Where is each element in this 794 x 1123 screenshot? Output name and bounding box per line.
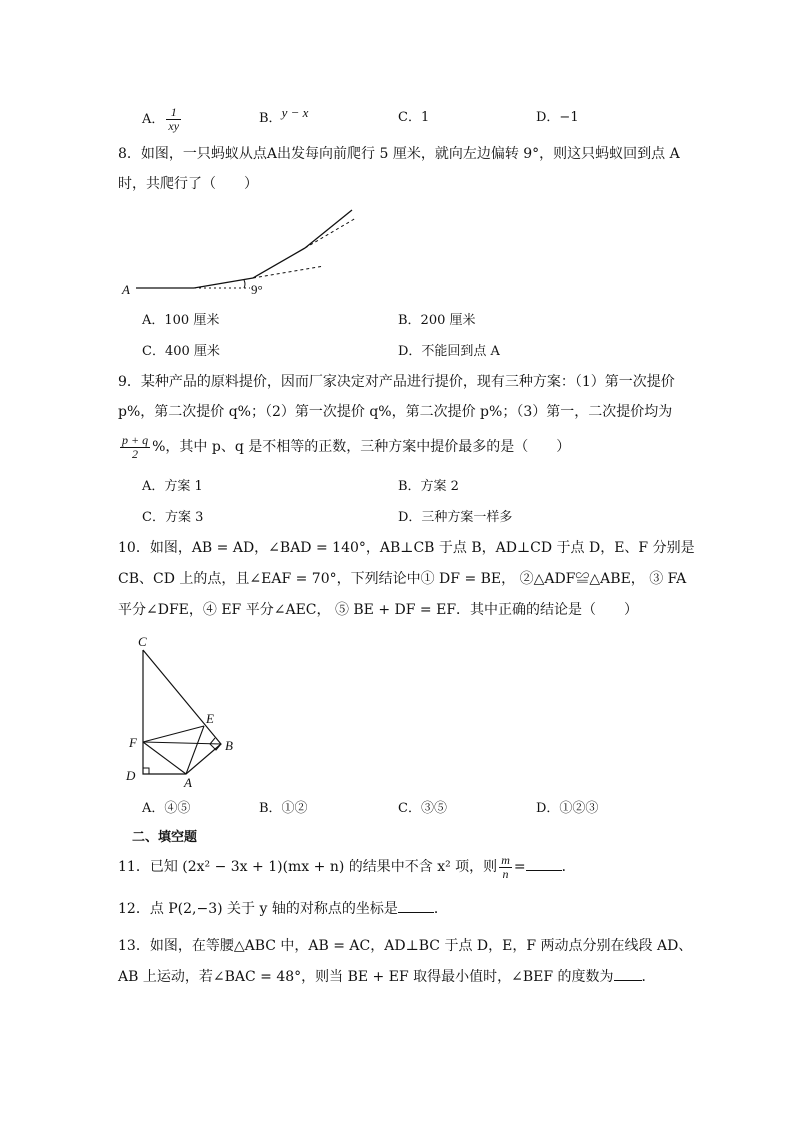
q8-angle-arc [244, 280, 245, 288]
q8-figure [118, 204, 368, 300]
q10-stem-line1: 10．如图，AB = AD，∠BAD = 140°，AB⊥CB 于点 B，AD⊥CD 于点 D，E、F 分别是 [118, 540, 695, 556]
q7-option-b: B．y − x [259, 105, 309, 126]
q9-stem-line1: 9．某种产品的原料提价，因而厂家决定对产品进行提价，现有三种方案：（1）第一次提价 [118, 374, 675, 390]
q8-path-segment-4 [305, 210, 352, 248]
q8-option-a: A．100 厘米 [142, 313, 220, 328]
q7-option-d: D．−1 [536, 110, 579, 125]
q12-answer-blank[interactable] [398, 898, 434, 913]
q9-option-a: A．方案 1 [142, 479, 203, 494]
q9-fraction: $\frac{p + q}{2}$ [122, 432, 149, 461]
q7-option-a: A． $\frac{1}{xy}$ [142, 105, 180, 133]
q13-answer-blank[interactable] [614, 966, 642, 981]
q10-label-e: E [206, 711, 214, 726]
q10-label-d: D [126, 768, 136, 783]
q9-option-b: B．方案 2 [398, 479, 459, 494]
q7-option-a-fraction: $\frac{1}{xy}$ [168, 105, 180, 133]
q9-stem-line3: $\frac{p + q}{2}$ %，其中 p、q 是不相等的正数，三种方案中提价最多的是（ ） [122, 432, 571, 461]
q10-stem-line2: CB、CD 上的点，且∠EAF = 70°，下列结论中① DF = BE， ②△ADF≌△ABE， ③ FA [118, 571, 687, 587]
q8-stem-line2: 时，共爬行了（ ） [118, 176, 258, 192]
q8-angle-label: 9° [251, 282, 263, 297]
q7-option-c: C．1 [398, 110, 430, 125]
q10-option-c: C．③⑤ [398, 801, 447, 816]
q13-stem-line1: 13．如图，在等腰△ABC 中，AB = AC，AD⊥BC 于点 D，E，F 两动点分别在线段 AD、 [118, 938, 693, 954]
q10-option-a: A．④⑤ [142, 801, 191, 816]
q8-point-a-label: A [122, 282, 130, 297]
q8-option-d: D．不能回到点 A [398, 344, 500, 359]
q10-figure [118, 630, 248, 790]
q10-label-b: B [225, 738, 233, 753]
q10-option-d: D．①②③ [536, 801, 599, 816]
q9-option-d: D．三种方案一样多 [398, 510, 513, 525]
q8-stem-line1: 8．如图，一只蚂蚁从点A出发每向前爬行 5 厘米，就向左边偏转 9°，则这只蚂蚁回到点 A [118, 146, 680, 162]
q11-fraction: $\frac{m}{n}$ [501, 852, 510, 881]
q8-dashed-extension-2 [305, 218, 356, 248]
q10-label-f: F [129, 735, 137, 750]
q10-stem-line3: 平分∠DFE，④ EF 平分∠AEC， ⑤ BE + DF = EF．其中正确的结论是（ ） [118, 602, 639, 618]
q8-option-b: B．200 厘米 [398, 313, 476, 328]
q10-label-c: C [138, 634, 147, 649]
q10-segment-ef [143, 726, 204, 742]
q13-stem-line2: AB 上运动，若∠BAC = 48°，则当 BE + EF 取得最小值时，∠BEF 的度数为 ． [118, 966, 656, 987]
section-title-fill-in: 二、填空题 [132, 830, 198, 845]
q10-segment-fb [143, 742, 221, 744]
q8-option-c: C．400 厘米 [142, 344, 220, 359]
q10-label-a: A [184, 775, 192, 790]
q10-option-b: B．①② [259, 801, 308, 816]
q9-stem-line2: p%，第二次提价 q%；（2）第一次提价 q%，第二次提价 p%；（3）第一，二次提价均为 [118, 404, 673, 420]
q11-stem: 11．已知 (2x² − 3x + 1)(mx + n) 的结果中不含 x² 项，则 $\frac{m}{n}$ = ． [118, 852, 576, 881]
q11-answer-blank[interactable] [526, 856, 562, 871]
q12-stem: 12．点 P(2,−3) 关于 y 轴的对称点的坐标是 ． [118, 898, 448, 919]
q9-option-c: C．方案 3 [142, 510, 204, 525]
q10-right-angle-d [143, 768, 149, 774]
